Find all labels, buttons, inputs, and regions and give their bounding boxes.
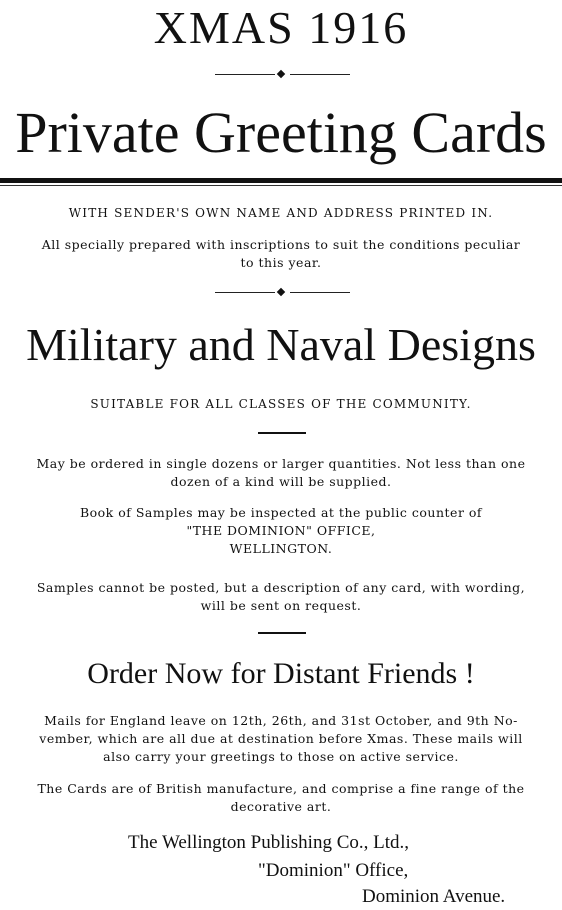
ornament-rule-left — [215, 74, 275, 75]
short-divider — [258, 632, 306, 634]
publisher-street: Dominion Avenue. — [362, 886, 506, 907]
ordering-line-1: May be ordered in single dozens or larger quantities. Not less than one — [36, 456, 526, 471]
thin-divider — [0, 185, 562, 186]
diamond-ornament-icon — [277, 70, 285, 78]
mails-line-1: Mails for England leave on 12th, 26th, and 31st October, and 9th No- — [44, 713, 518, 728]
posting-line-2: will be sent on request. — [200, 598, 362, 613]
samples-line-2: "THE DOMINION" OFFICE, — [186, 523, 376, 538]
designs-subtitle: SUITABLE FOR ALL CLASSES OF THE COMMUNITY. — [90, 397, 472, 411]
intro-subtitle: WITH SENDER'S OWN NAME AND ADDRESS PRINTED IN. — [68, 206, 494, 220]
intro-line-1: All specially prepared with inscriptions to suit the conditions peculiar — [41, 237, 521, 252]
diamond-ornament-icon — [277, 288, 285, 296]
ornament-rule-right — [290, 292, 350, 293]
publisher-name: The Wellington Publishing Co., Ltd., — [128, 832, 410, 853]
year-title: XMAS 1916 — [153, 2, 409, 53]
designs-title: Military and Naval Designs — [26, 319, 536, 370]
short-divider — [258, 432, 306, 434]
cards-line-2: decorative art. — [230, 799, 332, 814]
ordering-line-2: dozen of a kind will be supplied. — [170, 474, 392, 489]
main-title: Private Greeting Cards — [15, 100, 547, 165]
heavy-divider — [0, 178, 562, 183]
samples-line-3: WELLINGTON. — [229, 541, 333, 556]
publisher-office: "Dominion" Office, — [258, 860, 409, 881]
intro-line-2: to this year. — [240, 255, 322, 270]
ornament-rule-left — [215, 292, 275, 293]
mails-line-2: vember, which are all due at destination before Xmas. These mails will — [39, 731, 523, 746]
cards-line-1: The Cards are of British manufacture, and comprise a fine range of the — [37, 781, 525, 796]
order-now-title: Order Now for Distant Friends ! — [87, 657, 475, 690]
ornament-rule-right — [290, 74, 350, 75]
samples-line-1: Book of Samples may be inspected at the public counter of — [79, 505, 483, 520]
posting-line-1: Samples cannot be posted, but a description of any card, with wording, — [36, 580, 526, 595]
mails-line-3: also carry your greetings to those on active service. — [103, 749, 459, 764]
